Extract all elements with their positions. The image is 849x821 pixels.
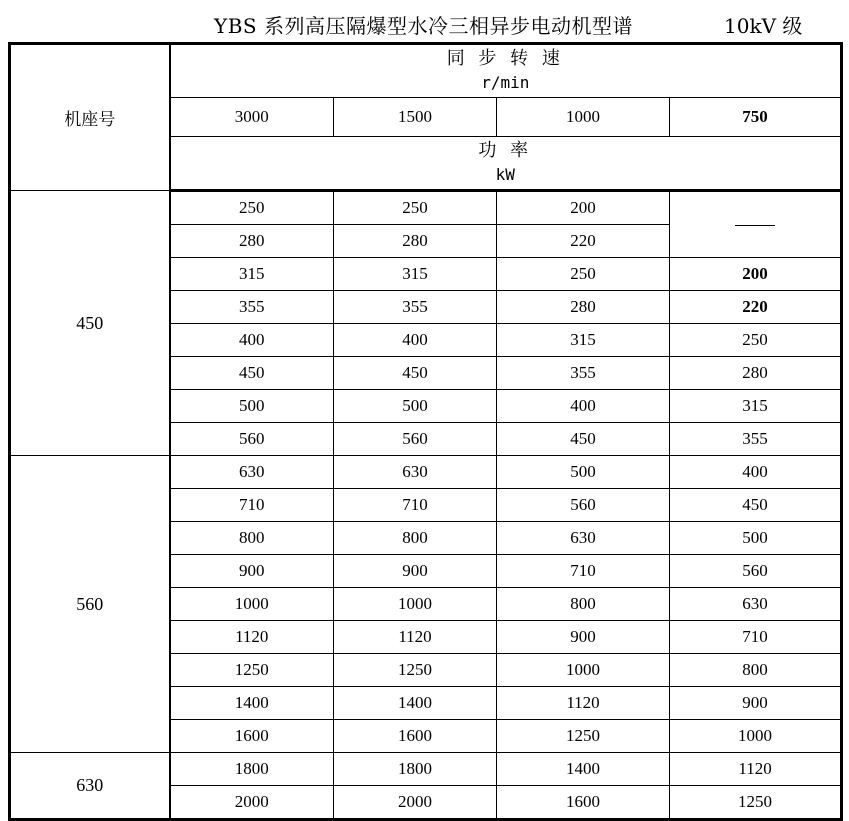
power-cell: 250	[170, 191, 334, 225]
power-cell: 355	[170, 291, 334, 324]
power-cell: 280	[334, 225, 497, 258]
power-cell: 1120	[334, 621, 497, 654]
power-cell: 1000	[334, 588, 497, 621]
power-cell: 315	[497, 324, 670, 357]
power-cell: 630	[170, 456, 334, 489]
power-cell: 2000	[334, 786, 497, 820]
power-cell: 900	[497, 621, 670, 654]
power-cell: 315	[334, 258, 497, 291]
power-cell: 280	[497, 291, 670, 324]
title-row	[0, 10, 849, 38]
power-cell: 630	[334, 456, 497, 489]
power-cell: 355	[497, 357, 670, 390]
power-cell: 900	[670, 687, 842, 720]
not-available-cell	[670, 191, 842, 258]
power-cell: 630	[497, 522, 670, 555]
power-cell: 200	[497, 191, 670, 225]
power-cell: 400	[670, 456, 842, 489]
power-cell: 355	[334, 291, 497, 324]
power-cell: 2000	[170, 786, 334, 820]
power-cell: 450	[170, 357, 334, 390]
power-cell: 400	[170, 324, 334, 357]
header-row-speed	[10, 44, 842, 98]
power-cell: 220	[670, 291, 842, 324]
power-cell: 250	[670, 324, 842, 357]
power-cell: 800	[334, 522, 497, 555]
voltage-grade: 10kV 级	[724, 14, 803, 38]
power-cell: 630	[670, 588, 842, 621]
speed-750: 750	[670, 98, 842, 137]
power-cell: 280	[170, 225, 334, 258]
power-cell: 1250	[670, 786, 842, 820]
power-cell: 1000	[170, 588, 334, 621]
power-cell: 710	[170, 489, 334, 522]
power-cell: 710	[334, 489, 497, 522]
motor-spec-table	[8, 42, 843, 821]
speed-header	[170, 44, 842, 98]
power-cell: 250	[497, 258, 670, 291]
power-cell: 315	[170, 258, 334, 291]
table-row	[10, 456, 842, 489]
power-cell: 1250	[170, 654, 334, 687]
power-cell: 315	[670, 390, 842, 423]
power-cell: 1600	[497, 786, 670, 820]
power-cell: 500	[170, 390, 334, 423]
power-cell: 1120	[170, 621, 334, 654]
table-row	[10, 753, 842, 786]
frame-size-cell: 450	[10, 191, 170, 456]
power-cell: 1000	[670, 720, 842, 753]
power-cell: 500	[497, 456, 670, 489]
power-cell: 1600	[170, 720, 334, 753]
power-cell: 900	[334, 555, 497, 588]
power-cell: 560	[170, 423, 334, 456]
power-header	[170, 137, 842, 191]
power-cell: 400	[497, 390, 670, 423]
power-cell: 280	[670, 357, 842, 390]
power-cell: 800	[170, 522, 334, 555]
frame-header: 机座号	[10, 44, 170, 191]
power-cell: 1400	[334, 687, 497, 720]
power-cell: 1250	[334, 654, 497, 687]
speed-unit: r/min	[481, 73, 530, 92]
power-cell: 400	[334, 324, 497, 357]
power-cell: 710	[670, 621, 842, 654]
power-cell: 1800	[334, 753, 497, 786]
power-unit: kW	[495, 165, 515, 184]
frame-size-cell: 560	[10, 456, 170, 753]
power-cell: 500	[670, 522, 842, 555]
power-cell: 355	[670, 423, 842, 456]
speed-1000: 1000	[497, 98, 670, 137]
power-cell: 560	[497, 489, 670, 522]
power-cell: 1400	[497, 753, 670, 786]
power-cell: 1000	[497, 654, 670, 687]
power-label: 功 率	[478, 140, 533, 161]
power-cell: 900	[170, 555, 334, 588]
table-row	[10, 191, 842, 225]
power-cell: 1600	[334, 720, 497, 753]
power-cell: 1120	[670, 753, 842, 786]
power-cell: 560	[670, 555, 842, 588]
speed-label: 同 步 转 速	[446, 48, 564, 69]
power-cell: 1250	[497, 720, 670, 753]
power-cell: 500	[334, 390, 497, 423]
dash-mark	[735, 225, 775, 226]
power-cell: 450	[334, 357, 497, 390]
power-cell: 450	[497, 423, 670, 456]
power-cell: 800	[497, 588, 670, 621]
table-body	[10, 44, 842, 820]
power-cell: 800	[670, 654, 842, 687]
power-cell: 710	[497, 555, 670, 588]
power-cell: 250	[334, 191, 497, 225]
speed-3000: 3000	[170, 98, 334, 137]
power-cell: 200	[670, 258, 842, 291]
power-cell: 1400	[170, 687, 334, 720]
power-cell: 1800	[170, 753, 334, 786]
power-cell: 1120	[497, 687, 670, 720]
power-cell: 560	[334, 423, 497, 456]
frame-size-cell: 630	[10, 753, 170, 820]
power-cell: 220	[497, 225, 670, 258]
page-title: YBS 系列高压隔爆型水冷三相异步电动机型谱	[214, 14, 633, 38]
speed-1500: 1500	[334, 98, 497, 137]
power-cell: 450	[670, 489, 842, 522]
